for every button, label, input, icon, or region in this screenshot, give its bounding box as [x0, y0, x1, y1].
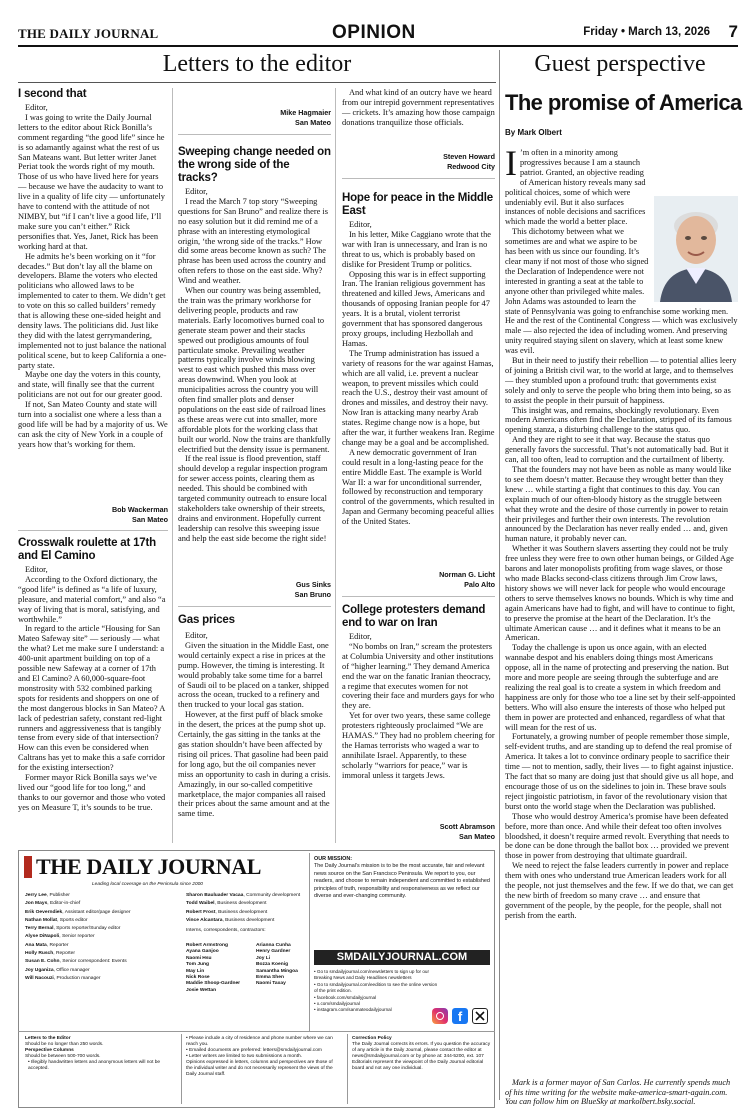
guest-title: Guest perspective: [534, 51, 706, 77]
link-x[interactable]: • x.com/smdailyjournal: [314, 1001, 360, 1007]
letter-greeting: Editor,: [25, 103, 48, 112]
logo-mark: [24, 856, 32, 878]
submission-policy: • Please include a city of residence and phone number where we can reach you. • Emailed documents are preferred: letters@smdailyjournal.com • Letter writers are limited to two submissions a month. Opinions expressed in letters, columns and perspectives are those of the individual writer and do not necessarily represent the views of the Daily Journal staff.: [186, 1036, 333, 1077]
letter-paragraph: Former mayor Rick Bonilla says we’ve lived our “good life for too long,” and thanks to our governor and those who voted yes on Measure T, it’s sounds to be true.: [18, 773, 166, 812]
letter-headline: Crosswalk roulette at 17th and El Camino: [18, 537, 156, 562]
letter-greeting: Editor,: [349, 632, 372, 641]
letter-paragraph: Given the situation in the Middle East, one would certainly expect a rise in prices at the pump. However, the timing is interesting. It would probably take some time for a barrel of Saudi oil to be placed on a tanker, shipped across the ocean, trucked to a refinery and then trucked to your local gas station.: [178, 640, 329, 710]
letter-paragraph: When our country was being assembled, the train was the primary workhorse for delivering people, products and raw materials. Early locomotives burned coal to generate steam power and their stacks spewed out prodigious amounts of foul particulate smoke. Prevailing weather patterns typically involve winds blowing west to east which pushed this mass over areas downwind. When you look at municipalities across the country you will often find smaller plots and denser populations on the east side of railroad lines as these areas were cut into smaller, more affordable plots for the working class that built our world. Now the trains are thankfully electrified but the density issue is permanent.: [178, 286, 331, 454]
article-paragraph: That the founders may not have been as noble as many would like to see them doesn’t matter. Because they wrought better than they knew … while starting a fight that continues to this day. You can explain much of our often-bloody history as the struggle between what they wrote and the desire of those currently in power to retain their privileges and further their own interests. The revolution announced by the Declaration has never really ended … and, given human nature, it probably never can.: [505, 465, 732, 544]
letter-paragraph: Opposing this war is in effect supporting Iran. The Iranian religious government has threatened and killed Jews, Americans and thousands of opposing Iranian people for 47 years. It is a brutal, violent terrorist government that has sponsored dangerous proxy groups, including Hezbollah and Hamas.: [342, 269, 490, 348]
letter-signature: [178, 580, 331, 600]
author-photo: [654, 196, 738, 302]
signer-city: San Mateo: [295, 118, 331, 127]
letter-paragraph: According to the Oxford dictionary, the “good life” is defined as “a life of luxury, pleasure, and material comfort,” and also “a way of living that is moral, satisfying, and worthwhile.”: [18, 574, 166, 624]
letter-signature: [342, 822, 495, 842]
article-paragraph: We need to reject the false leaders currently in power and replace them with ones who understand true American leaders work for all the people, not just themselves and the few. If we do that, we can get the new birth of freedom so many crave … and ensure that government of the people, by the people, for the people, shall not perish from the earth.: [505, 861, 734, 920]
interns-col-2: Arianna Cunha Henry Gardner Joy Li Bozza Koenig Samantha Mingoa Emma Shen Naomi Taxay: [256, 943, 298, 987]
article-paragraph: This dichotomy between what we sometimes are and what we aspire to be has been with us since our founding. It’s clear many if not most of those who signed the Declaration of Independence were not interested in granting a seat at the table to anyone other than privileged white males. John Adams was astounded to learn the state of Pennsylvania was going to enfranchise some working men. He and the rest of the Continental Congress — which was exclusively male — also rejected the idea of including women. And preserving unity required staying silent on slavery, which at least some knew was evil.: [505, 227, 738, 356]
logo-text: THE DAILY JOURNAL: [36, 854, 262, 879]
header-rule: [18, 45, 738, 47]
signer-name: Bob Wackerman: [111, 505, 168, 514]
signer-city: Palo Alto: [464, 580, 495, 589]
signer-name: Scott Abramson: [439, 822, 495, 831]
article-paragraph: ’m often in a minority among progressives because I am a staunch patriot. Granted, an objective reading of American history reveals many sad political choices, some of which were undeniably evil. But it also surfaces instances of noble decisions and sacrifices which made the world a better place.: [505, 148, 646, 227]
letter-signature: [342, 152, 495, 172]
letter-headline: I second that: [18, 88, 87, 100]
letter-paragraph: In his letter, Mike Caggiano wrote that the war with Iran is unnecessary, and Iran is no threat to us, which is probably based on dislike for President Trump or politics.: [342, 229, 492, 269]
letter-signature: [178, 108, 331, 128]
link-instagram[interactable]: • instagram.com/sanmateodailyjournal: [314, 1007, 392, 1013]
letter-greeting: Editor,: [185, 187, 208, 196]
page-number: 7: [728, 22, 738, 41]
link-facebook[interactable]: • facebook.com/smdailyjournal: [314, 994, 377, 1000]
staff-entry: Holly Rusch, Reporter: [25, 951, 76, 957]
signer-name: Gus Sinks: [295, 580, 331, 589]
mission-text: The Daily Journal’s mission is to be the most accurate, fair and relevant news source on the San Francisco Peninsula. We report to you, our readers, and choose to remain independent and committed to established principles of truth, responsibility and responsiveness as we reflect our diverse and ever-changing community.: [314, 863, 490, 900]
staff-list-right: [186, 892, 314, 935]
letter-paragraph: If the real issue is flood prevention, staff should develop a regular inspection program for sewer access points, clearing them as needed. This should be combined with targeted community outreach to ensure local stakeholders take ownership of their streets, drains and environment. Hopefully current leadership can resolve this sweeping issue and help the east side become the right side!: [178, 454, 328, 543]
letters-policy: Letters to the Editor Should be no longer than 250 words. Perspective Columns Should be between 500-700 words. • Illegibly handwritten letters and anonymous letters will not be accepted.: [25, 1036, 161, 1071]
letters-title-rule: [18, 82, 496, 83]
letter-2: [18, 537, 168, 849]
letter-paragraph: And what kind of an outcry have we heard from our intrepid government representatives — crickets. It’s amazing how those campaign donations tranquilize those officials.: [342, 88, 495, 127]
letter-1: [18, 88, 168, 450]
guest-article: [505, 148, 738, 1076]
letter-signature: [18, 505, 168, 525]
dropcap: I: [505, 148, 517, 183]
section-name: OPINION: [332, 22, 416, 43]
staff-entry: Will Nacouzi, Production manager: [25, 975, 101, 981]
interns-label: Interns, correspondents, contractors:: [186, 928, 266, 934]
letter-paragraph: A new democratic government of Iran could result in a long-lasting peace for the entire Middle East. The example is World War II: a war for unconditional surrender, followed by reconstruction and temporary control of the governments, which resulted in Japan and Germany becoming peaceful allies of the United States.: [342, 447, 495, 527]
article-paragraph: But in their need to justify their rebellion — to potential allies leery of joining a British civil war, to the world at large, and to themselves — they stumbled upon a profound truth: that governments exist solely and only to serve the people who bring them into being, so as to assist the people in their pursuit of happiness.: [505, 356, 737, 405]
article-paragraph: Fortunately, a growing number of people remember those simple, self-evident truths, and are standing up to defend the real promise of America. It takes a lot to convince ordinary people to sacrifice their time — not to mention, sadly, their lives — to fight against injustice. The fact that so many are doing just that should give us all hope, and encourage those of us on the sidelines to join in. These brave souls reject jingoistic patriotism, in favor of the revolutionary vision that burst onto the world stage when the Declaration was published.: [505, 732, 734, 811]
paper-name: THE DAILY JOURNAL: [18, 26, 159, 41]
staff-entry: Vince Alcantara, Business development: [186, 917, 275, 923]
letter-paragraph: The Trump administration has issued a variety of reasons for the war against Hamas, which are all valid, i.e. prevent a nuclear weapon, to prevent missiles which could reach the U.S., destroy their vast amount of drones and missiles, and destroy their navy. Now Iran is attacking many nearby Arab states. Regime change now is a hope, but after the war, it further weakens Iran. Regime change may be a goal and be accomplished.: [342, 348, 495, 447]
signer-city: San Mateo: [459, 832, 495, 841]
letter-paragraph: “No bombs on Iran,” scream the protesters at Columbia University and other institutions of “higher learning.” They demand America end the war on the fanatic Iranian theocracy, a regime that executes women for not covering their face and murders gays for who they are.: [342, 641, 495, 711]
issue-date: Friday • March 13, 2026: [583, 26, 710, 38]
article-paragraph: Whether it was Southern slavers asserting they could not be truly free unless they were free to own other human beings, or Gilded Age barons and later monopolists profiting from wage slaves, or those who made Blacks second-class citizens through Jim Crow laws, history shows we will never lack for people who would encourage others to serve themselves knows no bounds. Which is why time and again Americans have had to fight, and will have to continue to fight, to preserve the promise at the heart of the Declaration. It’s the ultimate American cause … and it defines what it means to be an American.: [505, 544, 735, 643]
staff-entry: Robert Frost, Business development: [186, 909, 268, 915]
link-eedition[interactable]: • Go to smdailyjournal.com/eedition to see the online version of the print edition.: [314, 981, 438, 994]
article-paragraph: This insight was, and remains, shockingly revolutionary. Even modern Americans often find the Declaration, stripped of its famous opening stanza, a disturbing challenge to the status quo.: [505, 405, 732, 435]
letter-5: [342, 192, 495, 527]
signer-name: Mike Hagmaier: [280, 108, 331, 117]
letter-paragraph: Yet for over two years, these same college protesters righteously proclaimed “We are HAMAS.” They had no problem cheering for the Hamas terrorists who waged a war to annihilate Israel. Apparently, to these scholarly “warriors for peace,” war is immoral unless it targets Jews.: [342, 711, 495, 780]
guest-byline: By Mark Olbert: [505, 128, 562, 137]
staff-list-left: [25, 892, 175, 983]
staff-entry: Nathan Mollat, Sports editor: [25, 917, 88, 923]
signer-name: Steven Howard: [443, 152, 495, 161]
letter-headline: Sweeping change needed on the wrong side of the tracks?: [178, 146, 331, 184]
x-icon[interactable]: [472, 1008, 488, 1024]
staff-entry: Jerry Lee, Publisher: [25, 893, 70, 898]
masthead-logo: [24, 856, 300, 882]
interns-col-1: Robert Armstrong Ayana Ganjoo Naomi Hsu Tom Jung May Lin Nick Rose Maddie Shoop-Gardner Josie Wettan: [186, 943, 241, 993]
link-newsletters[interactable]: • Go to smdailyjournal.com/newsletters to sign up for our Breaking News and Daily Headlines newsletters: [314, 969, 429, 981]
staff-entry: Susan E. Cohn, Senior correspondent: Events: [25, 959, 127, 965]
staff-entry: Terry Bernal, Sports reporter/Sunday editor: [25, 926, 121, 932]
signer-city: San Mateo: [132, 515, 168, 524]
letter-paragraph: However, at the first puff of black smoke in the desert, the prices at the pump shot up. Certainly, the gas sitting in the tanks at the gas station shouldn’t have been affected by rising oil prices. That gasoline had been paid for long ago, but the oil companies never miss an opportunity to cash in during a crisis. Amazingly, in our so-called competitive marketplace, the major companies all raised their prices about the same amount and at the same time.: [178, 710, 331, 819]
staff-entry: Sharon Bauluader Vacaa, Community development: [186, 893, 301, 898]
letter-greeting: Editor,: [349, 220, 372, 229]
letter-headline: Hope for peace in the Middle East: [342, 192, 493, 217]
website-banner[interactable]: SMDAILYJOURNAL.COM: [314, 950, 490, 965]
letter-paragraph: I read the March 7 top story “Sweeping questions for San Bruno” and realize there is no easy solution but it did remind me of a phrase with an interesting etymological origin, ‘the wrong side of the tracks.” How did some areas become known as such? The phrase has been used across the country and often refers to those on the east side. Why? Wind and weather.: [178, 196, 329, 286]
letters-title: Letters to the editor: [162, 51, 352, 77]
staff-entry: Jon Mays, Editor-in-chief: [25, 901, 81, 907]
signer-name: Norman G. Licht: [439, 570, 495, 579]
letter-signature: [342, 570, 495, 590]
letter-4-continued: [342, 88, 495, 128]
article-paragraph: Those who would destroy America’s promise have been defeated before, more than once. And while their defeat too often involves bloodshed, it doesn’t require armed revolt. Everything that needs to be done can be done through the ballot box … provided we prevent those in power from destroying that ultimate guardrail.: [505, 811, 730, 861]
letter-1-rule: [18, 530, 168, 531]
links-list: [314, 969, 442, 1014]
facebook-icon[interactable]: f: [452, 1008, 468, 1024]
signer-city: San Bruno: [294, 590, 331, 599]
staff-entry: Ana Mata, Reporter: [25, 942, 69, 948]
page-header: [18, 22, 738, 44]
letter-paragraph: I was going to write the Daily Journal letters to the editor about Rick Bonilla’s comment regarding “the good life” since he is so adamantly against what the rest of us San Mateans want. But letter writer Janet Periat took the words right of my mouth. Those of us who have lived here for years — because we have the audacity to want to live in a quality of life city — unfortunately have to contend with the attitude of not NIMBY, but “if I can’t live a good life, I’ll make sure you can’t either.” Rick personifies that. Yes, Janet, Rick has been working hard at that.: [18, 112, 165, 251]
staff-entry: Joy Uganiza, Office manager: [25, 967, 90, 973]
letter-3: [178, 146, 331, 544]
article-paragraph: Today the challenge is upon us once again, with an elected wannabe despot and his enablers doing things most Americans oppose, all in the name of protecting and preserving the nation. But more and more people are seeing through the subterfuge and are realizing the real goal is to create a system in which freedom and happiness are only for those who toe a line set by their self-appointed betters. Who will also ensure the interests of those who helped put them in power are protected and enhanced, regardless of what that will mean for the rest of us.: [505, 643, 736, 732]
letter-greeting: Editor,: [25, 565, 48, 574]
mission-block: [314, 856, 491, 900]
mission-title: OUR MISSION:: [314, 856, 353, 862]
staff-entry: Erik Oeverndiek, Assistant editor/page designer: [25, 909, 131, 915]
letter-headline: College protesters demand end to war on Iran: [342, 604, 486, 629]
letter-paragraph: Maybe one day the voters in this county, and state, will finally see that the current politicians are not out for our greater good.: [18, 370, 163, 400]
signer-city: Redwood City: [447, 162, 495, 171]
staff-entry: Todd Waibel, Business development: [186, 901, 267, 907]
letter-paragraph: If not, San Mateo County and state will turn into a socialist one where a less than a good life will be had by a majority of us. We can ask the city of New York in a couple of years how that’s working for them.: [18, 400, 168, 449]
masthead-tagline: Leading local coverage on the Peninsula since 2000: [92, 882, 203, 887]
staff-entry: Alyse DiNapoli, Senior reporter: [25, 934, 95, 940]
letter-greeting: Editor,: [185, 631, 208, 640]
letter-4: [178, 614, 331, 850]
letter-headline: Gas prices: [178, 614, 235, 626]
letter-paragraph: In regard to the article “Housing for San Mateo Safeway site” — seriously — what the what? Let me make sure I understand: a 400-unit apartment building on top of a possible new Safeway at a corner of 17th and El Camino? A 60,000-square-foot monstrosity with 532 combined parking spots for residents and shoppers on one of the most dangerous blocks in San Mateo? A lack of pedestrian safety, constant red-light runners and aggressiveness that is tangibly tense from every side of that intersection? How can this even be considered when Caltrans has yet to make this a safe corridor for the existing intersection?: [18, 624, 165, 773]
instagram-icon[interactable]: [432, 1008, 448, 1024]
author-bio: Mark is a former mayor of San Carlos. He currently spends much of his time writing for the website make-america-smart-again.com. You can follow him on BlueSky at markolbert.bsky.social.: [505, 1078, 731, 1107]
article-paragraph: And they are right to see it that way. Because the status quo generally favors the successful. That’s not automatically bad. But it can, all too often, lead to corruption and the curtailment of liberty.: [505, 435, 729, 465]
correction-policy: Correction Policy The Daily Journal corrects its errors. If you question the accuracy of any article in the Daily Journal, please contact the editor at news@smdailyjournal.com or by phone at: 344-5200, ext. 107 Editorials represent the viewpoint of the Daily Journal editorial board and not any one individual.: [352, 1036, 491, 1071]
letter-paragraph: He admits he’s been working on it “for decades.” But don’t lay all the blame on developers. Blame the voters who elected politicians who allowed laws to be implemented to cater to them. We didn’t get to vote on this so called builders’ remedy that is allowing these one-sided height and density laws. The politicians did. Just like they did with the latest gerrymandering, implemented not to just balance the national political scene, but to keep California a one-party state.: [18, 251, 167, 370]
guest-headline: The promise of America: [505, 90, 742, 115]
letter-6: [342, 604, 495, 781]
